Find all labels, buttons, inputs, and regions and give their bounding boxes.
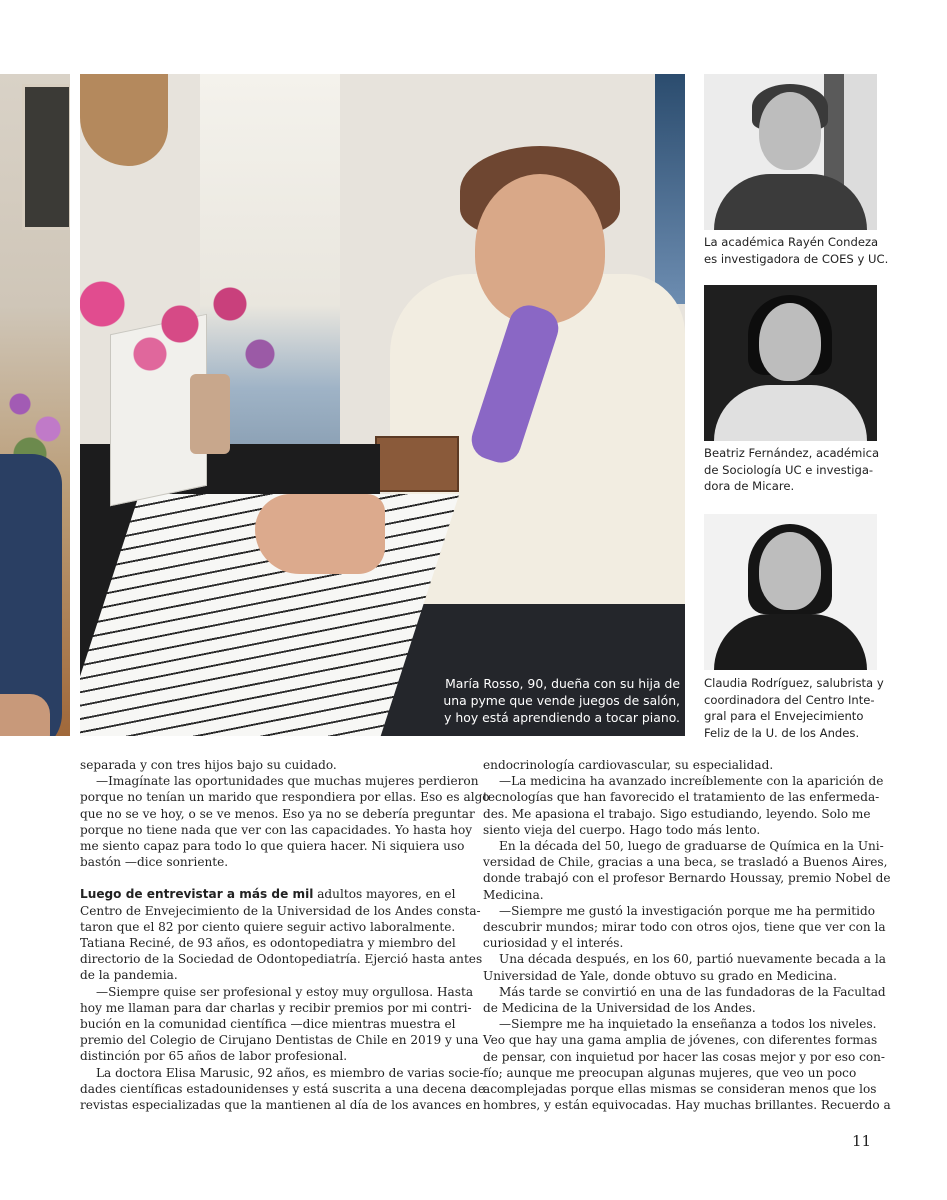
text-line: tecnologías que han favorecido el tratamiento de las enfermeda- [483,790,880,805]
photo-caption-line: María Rosso, 90, dueña con su hija de [445,676,680,691]
page-number: 11 [852,1132,872,1150]
text-line: Tatiana Reciné, de 93 años, es odontopediatra y miembro del [80,936,456,951]
hands [255,494,385,574]
wall-painting [655,74,685,304]
text-line: porque no tenían un marido que respondiera por ellas. Eso es algo [80,790,490,805]
text-line: premio del Colegio de Cirujano Dentistas de Chile en 2019 y una [80,1033,479,1048]
portrait-body [714,385,867,441]
portrait-body [714,614,867,670]
text-line: bastón —dice sonriente. [80,855,229,870]
portrait-face [759,303,821,381]
text-line: separada y con tres hijos bajo su cuidado. [80,758,337,772]
text-line: —Siempre me ha inquietado la enseñanza a todos los niveles. [499,1017,877,1032]
portrait-caption-line: coordinadora del Centro Inte- [704,692,875,707]
text-line: taron que el 82 por ciento quiere seguir activo laboralmente. [80,919,456,934]
photo-caption [440,675,680,726]
portrait-caption-3 [704,675,884,741]
portrait-caption-line: es investigadora de COES y UC. [704,251,889,266]
text-line: versidad de Chile, gracias a una beca, se trasladó a Buenos Aires, [483,855,888,870]
wall-frame [22,84,70,230]
text-line: —Siempre quise ser profesional y estoy muy orgullosa. Hasta [96,984,474,999]
person-hand [0,694,50,736]
text-line: descubrir mundos; mirar todo con otros ojos, tiene que ver con la [483,920,886,935]
flowers [80,264,280,404]
text-line: de pensar, con inquietud por hacer las cosas mejor y por eso con- [483,1049,885,1064]
text-line: des. Me apasiona el trabajo. Sigo estudiando, leyendo. Solo me [483,806,871,821]
text-line: curiosidad y el interés. [483,936,624,951]
portrait-caption-line: Feliz de la U. de los Andes. [704,725,860,740]
text-line: de Medicina de la Universidad de los Andes. [483,1001,756,1016]
portrait-face [759,92,821,170]
portrait-photo-3 [704,514,877,670]
portrait-caption-line: de Sociología UC e investiga- [704,462,874,477]
portrait-caption-line: Claudia Rodríguez, salubrista y [704,676,884,690]
text-line: Centro de Envejecimiento de la Universidad de los Andes consta- [80,903,481,918]
text-line: La doctora Elisa Marusic, 92 años, es miembro de varias socie- [96,1065,484,1080]
text-line: Medicina. [483,887,544,902]
portrait-photo-1 [704,74,877,230]
portrait-body [714,174,867,230]
text-line: hombres, y están equivocadas. Hay muchas brillantes. Recuerdo a [483,1098,891,1113]
portrait-caption-line: dora de Micare. [704,479,795,493]
text-line [80,886,472,902]
text-line: me siento capaz para todo lo que quiera hacer. Ni siquiera uso [80,839,465,854]
text-line: acomplejadas porque ellas mismas se consideran menos que los [483,1082,877,1097]
lamp [80,74,168,166]
text-line: que no se ve hoy, o se ve menos. Eso ya no se debería preguntar [80,806,475,821]
text-line: de la pandemia. [80,968,178,983]
left-photo-crop [0,74,70,736]
photo-caption-line: y hoy está aprendiendo a tocar piano. [444,710,680,725]
lead-in: Luego de entrevistar a más de mil [80,887,314,902]
text-line: Más tarde se convirtió en una de las fundadoras de la Facultad [499,984,886,999]
text-line: bución en la comunidad científica —dice mientras muestra el [80,1017,456,1032]
text-line: distinción por 65 años de labor profesional. [80,1049,348,1064]
photo-caption-line: una pyme que vende juegos de salón, [443,693,680,708]
text-line: siento vieja del cuerpo. Hago todo más lento. [483,822,761,837]
face [475,174,605,324]
portrait-photo-2 [704,285,877,441]
text-line: revistas especializadas que la mantienen al día de los avances en [80,1098,481,1113]
body-text-left-column [80,757,490,1113]
text-line: endocrinología cardiovascular, su especialidad. [483,758,774,772]
portrait-caption-line: Beatriz Fernández, académica [704,446,880,460]
portrait-face [759,532,821,610]
text-line: —La medicina ha avanzado increíblemente con la aparición de [499,774,884,789]
portrait-caption-line: La académica Rayén Condeza [704,235,879,249]
portrait-caption-2 [704,445,884,495]
body-text-right-column [483,757,891,1113]
text-line: —Siempre me gustó la investigación porque me ha permitido [499,903,876,918]
text-line: Universidad de Yale, donde obtuvo su grado en Medicina. [483,968,837,983]
text-line: Una década después, en los 60, partió nuevamente becada a la [499,952,886,967]
text-line: Veo que hay una gama amplia de jóvenes, con diferentes formas [483,1033,878,1048]
main-photo-piano [80,74,685,736]
text-line: fío; aunque me preocupan algunas mujeres, que veo un poco [483,1065,857,1080]
portrait-caption-1 [704,234,889,267]
text-line: hoy me llaman para dar charlas y recibir premios por mi contri- [80,1000,472,1015]
wooden-box [375,436,459,492]
lead-in-rest: adultos mayores, en el [313,887,456,902]
portrait-caption-line: gral para el Envejecimiento [704,709,864,723]
text-line: porque no tiene nada que ver con las capacidades. Yo hasta hoy [80,822,473,837]
text-line: dades científicas estadounidenses y está suscrita a una decena de [80,1081,486,1096]
text-line: donde trabajó con el profesor Bernardo Houssay, premio Nobel de [483,871,891,886]
text-line: —Imagínate las oportunidades que muchas mujeres perdieron [96,774,479,789]
text-line: En la década del 50, luego de graduarse de Química en la Uni- [499,839,884,854]
text-line: directorio de la Sociedad de Odontopediatría. Ejerció hasta antes [80,952,483,967]
